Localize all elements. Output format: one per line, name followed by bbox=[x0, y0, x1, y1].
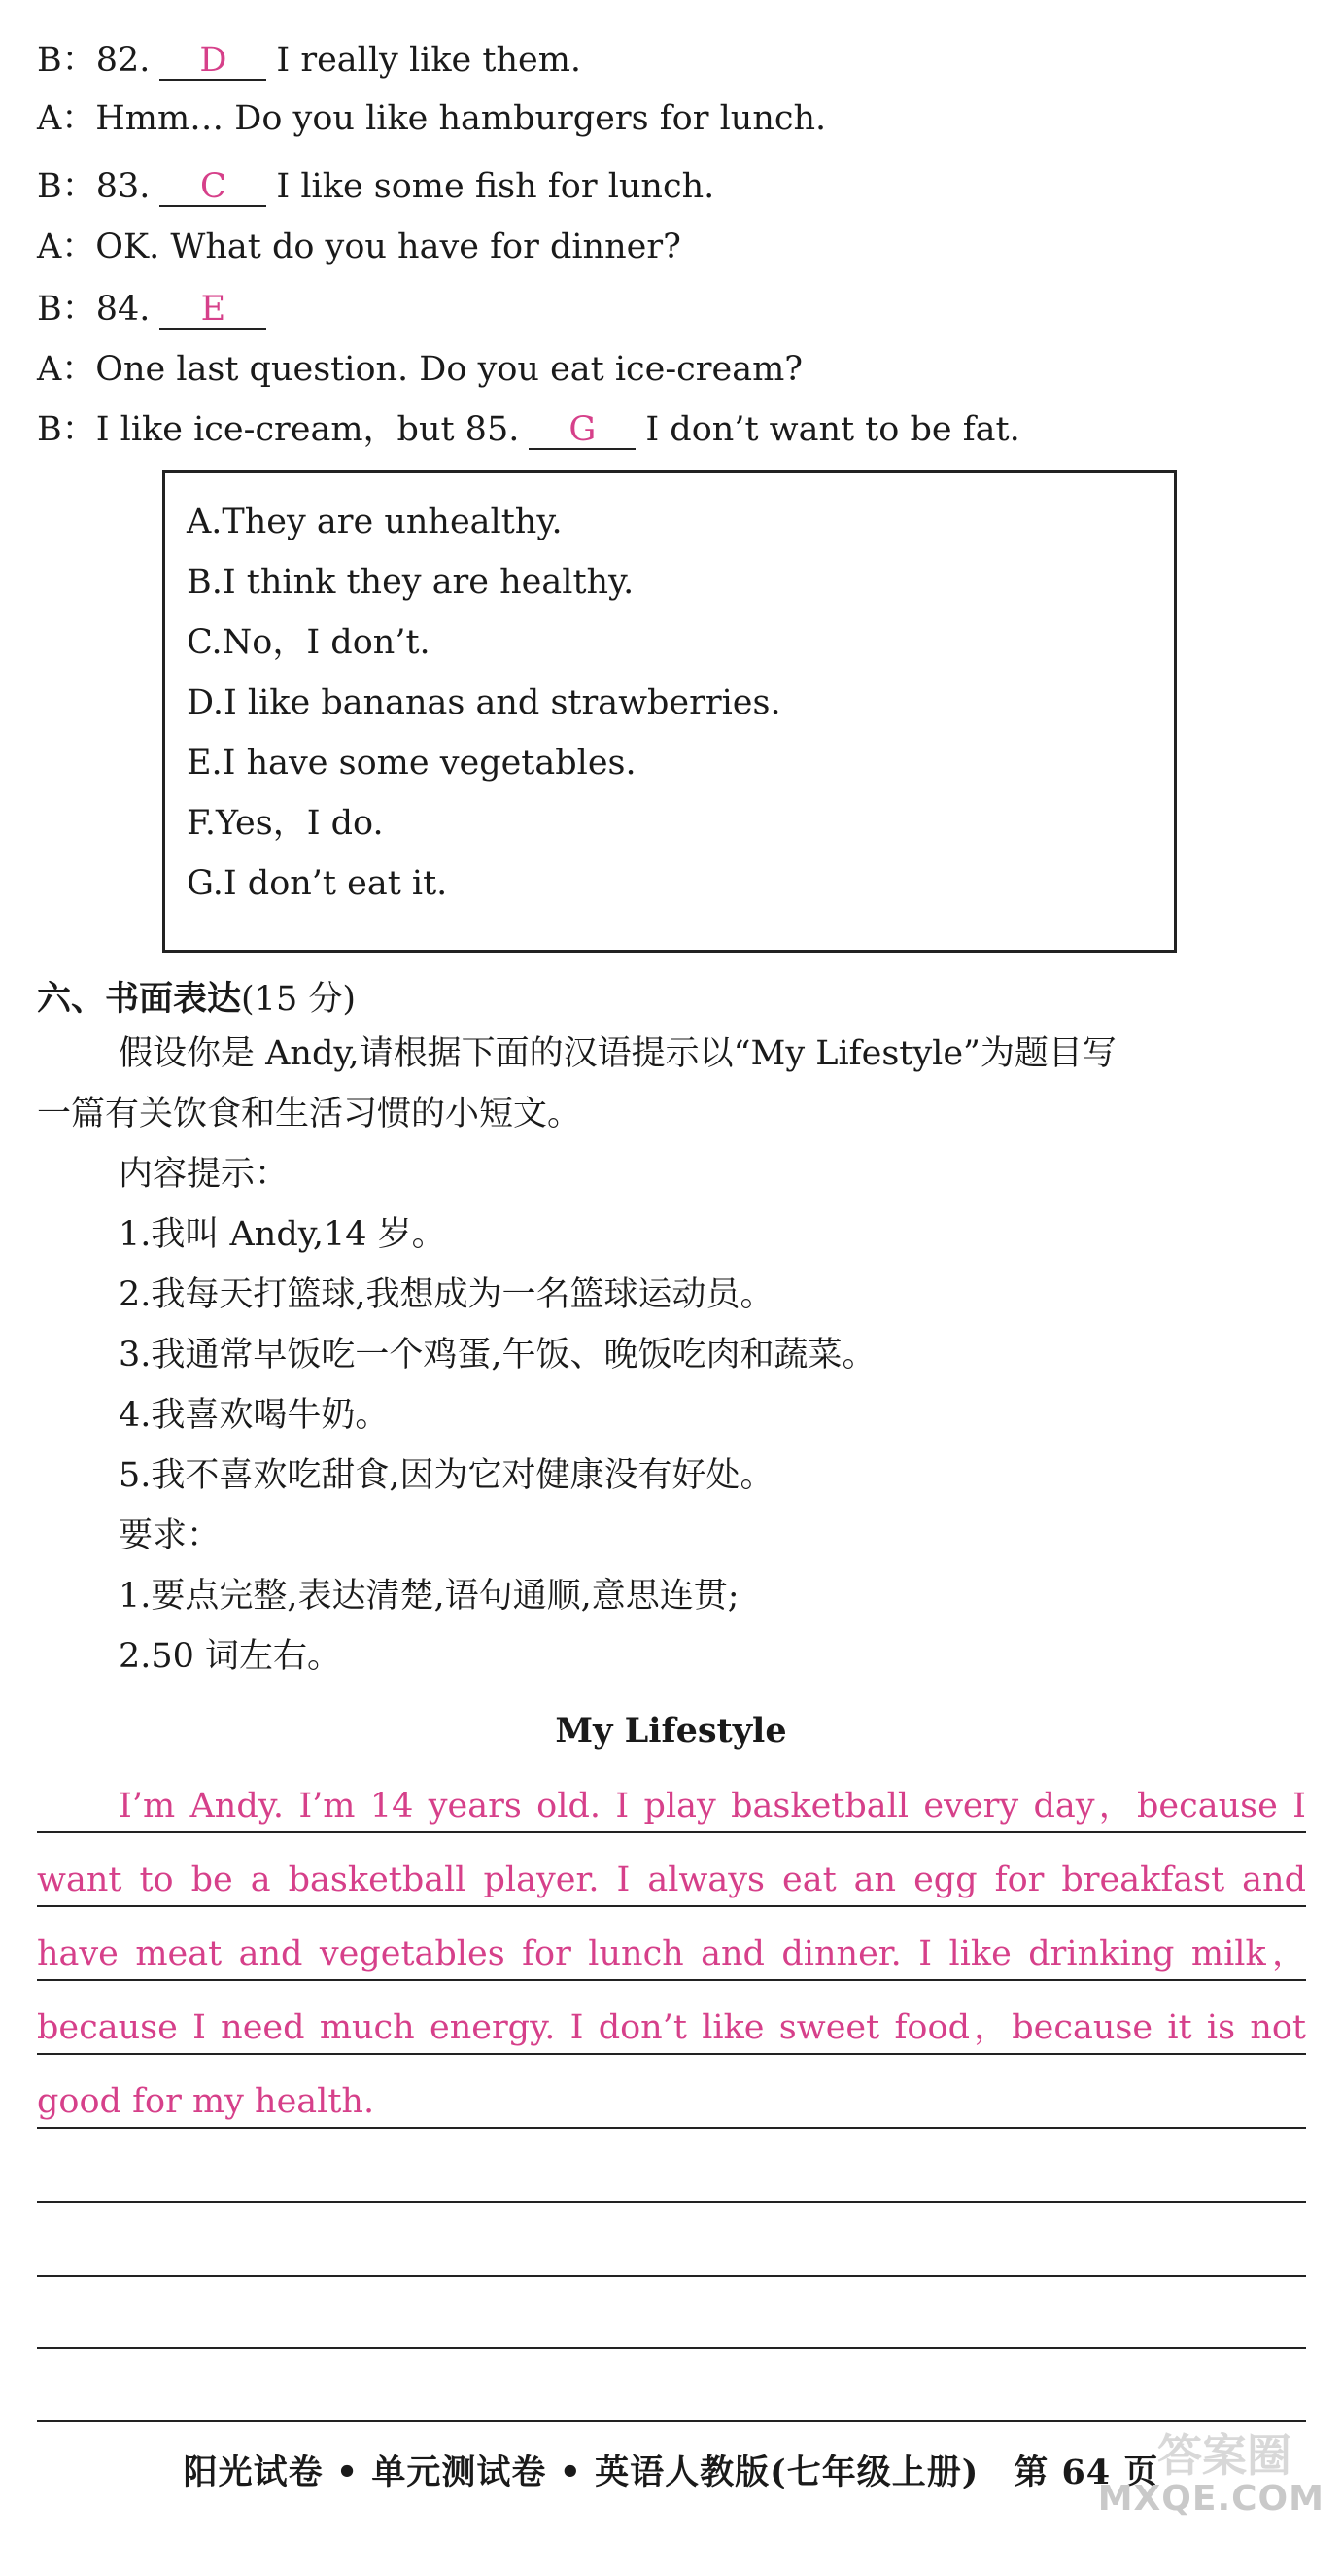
requirement-2: 2.50 词左右。 bbox=[119, 1637, 342, 1676]
essay-title: My Lifestyle bbox=[555, 1711, 787, 1751]
option-g: G.I don’t eat it. bbox=[187, 864, 448, 903]
option-c: C.No，I don’t. bbox=[187, 623, 430, 662]
essay-line-4: because I need much energy. I don’t like sweet food，because it is not bbox=[37, 2008, 1306, 2047]
page-footer: 阳光试卷 • 单元测试卷 • 英语人教版(七年级上册) 第 64 页 bbox=[183, 2453, 1159, 2492]
intro-line-1: 假设你是 Andy,请根据下面的汉语提示以“My Lifestyle”为题目写 bbox=[119, 1034, 1117, 1073]
option-b: B.I think they are healthy. bbox=[187, 563, 635, 602]
writing-rule bbox=[37, 2053, 1306, 2055]
dialogue-prefix: B：84. bbox=[37, 290, 151, 329]
dialogue-line-a3 bbox=[37, 348, 803, 391]
writing-rule bbox=[37, 2201, 1306, 2203]
writing-rule bbox=[37, 2127, 1306, 2129]
options-box bbox=[162, 470, 1177, 953]
writing-rule bbox=[37, 2275, 1306, 2277]
essay-line-3: have meat and vegetables for lunch and dinner. I like drinking milk， bbox=[37, 1934, 1306, 1973]
dialogue-line-84 bbox=[37, 288, 276, 331]
hint-2: 2.我每天打篮球,我想成为一名篮球运动员。 bbox=[119, 1275, 774, 1314]
hint-5: 5.我不喜欢吃甜食,因为它对健康没有好处。 bbox=[119, 1456, 774, 1495]
dialogue-prefix: B：82. bbox=[37, 41, 151, 80]
writing-rule bbox=[37, 2420, 1306, 2422]
essay-line-1: I’m Andy. I’m 14 years old. I play basketball every day，because I bbox=[119, 1787, 1306, 1826]
answer-blank-85[interactable]: G bbox=[529, 411, 636, 450]
dialogue-after: I don’t want to be fat. bbox=[645, 410, 1020, 449]
requirements-label: 要求： bbox=[119, 1516, 222, 1555]
writing-rule bbox=[37, 1905, 1306, 1907]
option-e: E.I have some vegetables. bbox=[187, 744, 637, 783]
section-title-text: 六、书面表达 bbox=[37, 979, 242, 1019]
answer-blank-82[interactable]: D bbox=[159, 42, 266, 81]
dialogue-line-83 bbox=[37, 165, 714, 208]
writing-rule bbox=[37, 1979, 1306, 1981]
dialogue-line-85 bbox=[37, 408, 1020, 451]
hint-1: 1.我叫 Andy,14 岁。 bbox=[119, 1215, 446, 1254]
hint-4: 4.我喜欢喝牛奶。 bbox=[119, 1396, 390, 1435]
dialogue-text: A：OK. What do you have for dinner? bbox=[37, 227, 681, 266]
intro-line-2: 一篇有关饮食和生活习惯的小短文。 bbox=[37, 1095, 582, 1133]
option-d: D.I like bananas and strawberries. bbox=[187, 683, 781, 722]
dialogue-text: A：Hmm… Do you like hamburgers for lunch. bbox=[37, 99, 827, 138]
dialogue-line-a2 bbox=[37, 226, 681, 268]
dialogue-line-82 bbox=[37, 39, 581, 82]
hint-3: 3.我通常早饭吃一个鸡蛋,午饭、晚饭吃肉和蔬菜。 bbox=[119, 1336, 877, 1375]
watermark-logo-icon: 答案圈 bbox=[1157, 2429, 1291, 2482]
writing-rule bbox=[37, 2347, 1306, 2349]
watermark: MXQE.COM bbox=[1097, 2479, 1325, 2519]
section-score: (15 分) bbox=[241, 980, 356, 1019]
essay-line-5: good for my health. bbox=[37, 2082, 375, 2121]
answer-blank-84[interactable]: E bbox=[159, 291, 266, 330]
option-a: A.They are unhealthy. bbox=[187, 503, 563, 541]
requirement-1: 1.要点完整,表达清楚,语句通顺,意思连贯; bbox=[119, 1577, 740, 1616]
dialogue-after: I like some fish for lunch. bbox=[276, 167, 715, 206]
hints-label: 内容提示： bbox=[119, 1155, 290, 1194]
dialogue-prefix: B：83. bbox=[37, 167, 151, 206]
section-title bbox=[37, 972, 356, 1021]
writing-rule bbox=[37, 1831, 1306, 1833]
essay-line-2: want to be a basketball player. I always eat an egg for breakfast and bbox=[37, 1861, 1306, 1899]
dialogue-after: I really like them. bbox=[276, 41, 582, 80]
dialogue-prefix: B：I like ice-cream，but 85. bbox=[37, 410, 520, 449]
dialogue-text: A：One last question. Do you eat ice-cream? bbox=[37, 350, 804, 389]
answer-blank-83[interactable]: C bbox=[159, 168, 266, 207]
dialogue-line-a1 bbox=[37, 97, 826, 140]
option-f: F.Yes，I do. bbox=[187, 804, 384, 843]
